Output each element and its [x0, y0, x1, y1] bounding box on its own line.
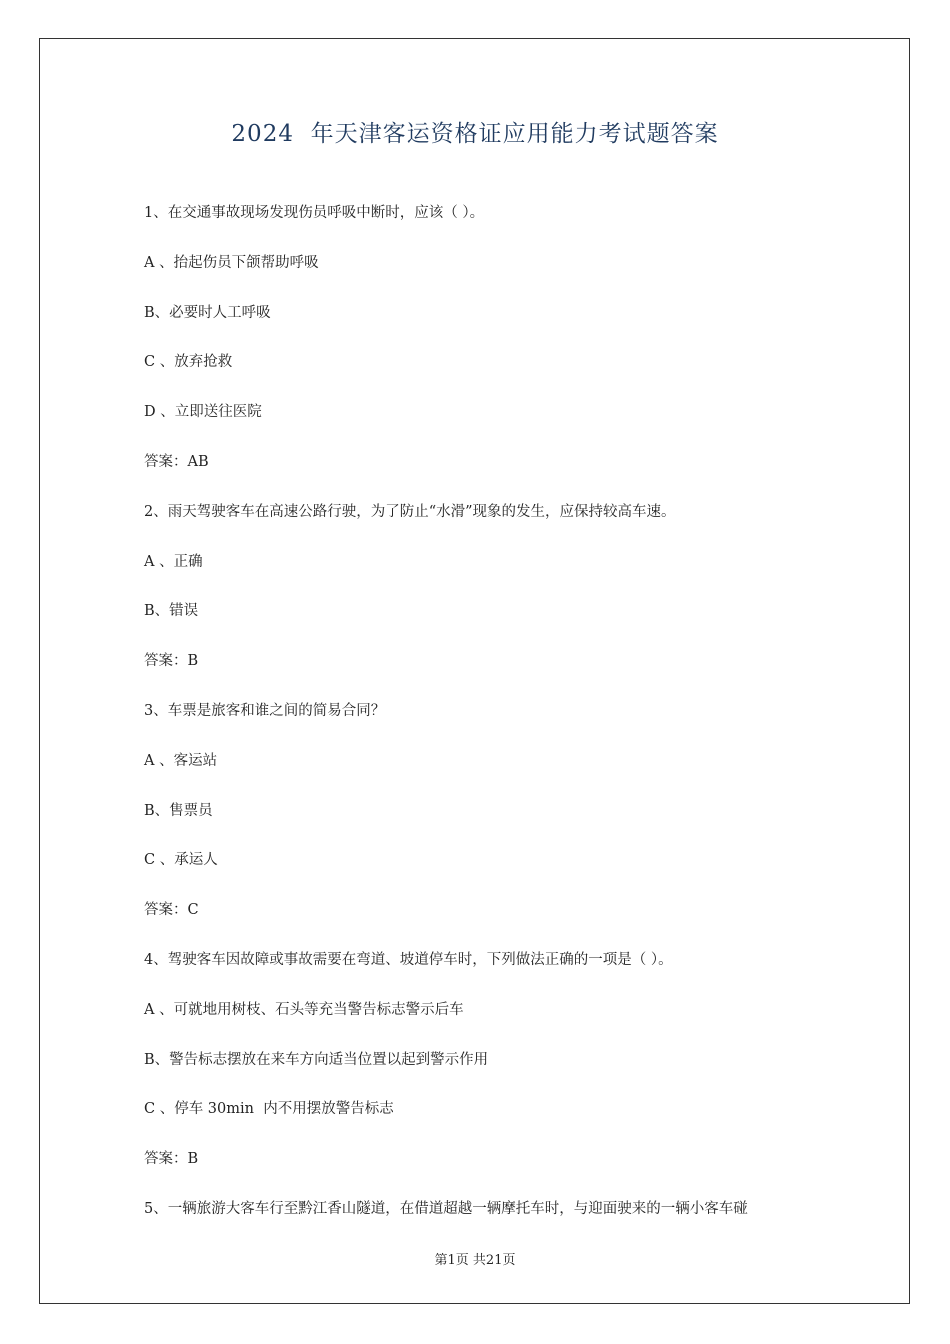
question-1-option-a: A 、抬起伤员下颌帮助呼吸 — [144, 254, 319, 271]
question-1-option-b: B、必要时人工呼吸 — [144, 304, 271, 321]
question-2-option-b: B、错误 — [144, 603, 199, 620]
question-4-option-c: C 、停车 30min 内不用摆放警告标志 — [144, 1101, 394, 1118]
document-body — [144, 200, 844, 1246]
document-title: 2024 年天津客运资格证应用能力考试题答案 — [231, 121, 719, 147]
question-3-option-a: A 、客运站 — [144, 752, 218, 769]
question-1-option-c: C 、放弃抢救 — [144, 354, 233, 371]
question-4: 4、驾驶客车因故障或事故需要在弯道、坡道停车时，下列做法正确的一项是（ ）。 — [144, 951, 673, 968]
question-2: 2、雨天驾驶客车在高速公路行驶，为了防止“水滑”现象的发生，应保持较高车速。 — [144, 503, 676, 520]
question-1-answer: 答案：AB — [144, 453, 209, 470]
question-5: 5、一辆旅游大客车行至黔江香山隧道，在借道超越一辆摩托车时，与迎面驶来的一辆小客车碰 — [144, 1200, 748, 1217]
question-3: 3、车票是旅客和谁之间的简易合同？ — [144, 702, 386, 719]
question-3-answer: 答案：C — [144, 902, 199, 919]
question-2-answer: 答案：B — [144, 653, 199, 670]
question-3-option-c: C 、承运人 — [144, 852, 218, 869]
question-3-option-b: B、售票员 — [144, 802, 213, 819]
question-1: 1、在交通事故现场发现伤员呼吸中断时，应该（ ）。 — [144, 205, 485, 221]
question-4-answer: 答案：B — [144, 1151, 199, 1168]
question-2-option-a: A 、正确 — [144, 553, 203, 570]
page-footer: 第1页 共21页 — [434, 1253, 516, 1268]
question-4-option-b: B、警告标志摆放在来车方向适当位置以起到警示作用 — [144, 1051, 489, 1068]
question-4-option-a: A 、可就地用树枝、石头等充当警告标志警示后车 — [144, 1001, 464, 1018]
question-1-option-d: D 、立即送往医院 — [144, 404, 262, 421]
